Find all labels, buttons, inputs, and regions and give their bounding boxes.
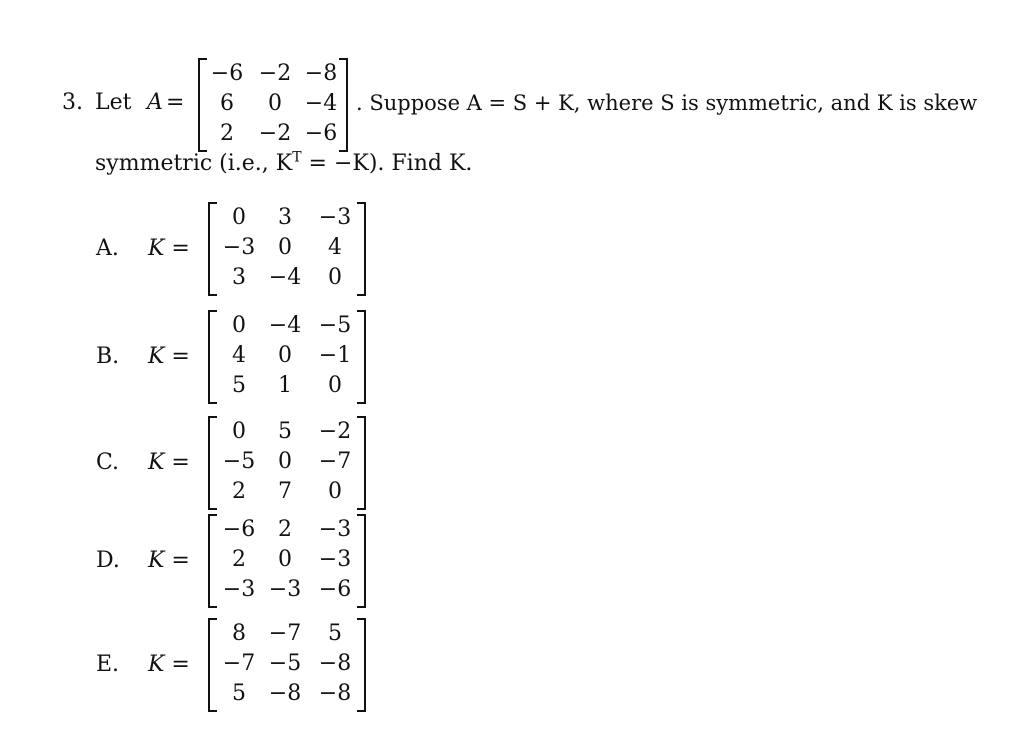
matrix-cell: −3: [222, 577, 256, 602]
problem-let: Let: [95, 90, 132, 115]
matrix-cell: 2: [232, 547, 246, 572]
matrix-cell: −3: [318, 547, 352, 572]
matrix-cell: 2: [220, 121, 234, 146]
matrix-cell: 0: [278, 343, 292, 368]
matrix-cell: 5: [232, 681, 246, 706]
problem-line2-rest: = −K). Find K.: [301, 151, 473, 176]
matrix-cell: −2: [258, 61, 292, 86]
option-matrix: [208, 202, 366, 296]
matrix-cell: −3: [222, 235, 256, 260]
matrix-cell: 0: [232, 205, 246, 230]
option-lhs: K =: [148, 450, 190, 475]
matrix-cell: −5: [222, 449, 256, 474]
matrix-cell: −8: [304, 61, 338, 86]
transpose-superscript: T: [292, 149, 302, 166]
matrix-cell: 4: [328, 235, 342, 260]
option-matrix: [208, 514, 366, 608]
option-label[interactable]: E.: [96, 652, 120, 677]
matrix-cell: 3: [232, 265, 246, 290]
option-matrix: [208, 416, 366, 510]
matrix-cell: −1: [318, 343, 352, 368]
option-lhs: K =: [148, 344, 190, 369]
matrix-cell: 8: [232, 621, 246, 646]
matrix-cell: −5: [268, 651, 302, 676]
matrix-cell: 3: [278, 205, 292, 230]
matrix-cell: −6: [304, 121, 338, 146]
matrix-cell: −8: [318, 681, 352, 706]
option-lhs: K =: [148, 652, 190, 677]
matrix-cell: 5: [328, 621, 342, 646]
matrix-cell: −7: [318, 449, 352, 474]
matrix-cell: 0: [328, 479, 342, 504]
matrix-cell: −8: [268, 681, 302, 706]
matrix-cell: 0: [278, 235, 292, 260]
matrix-cell: −6: [318, 577, 352, 602]
matrix-cell: 0: [328, 373, 342, 398]
matrix-cell: 5: [232, 373, 246, 398]
matrix-cell: −3: [268, 577, 302, 602]
matrix-cell: 4: [232, 343, 246, 368]
problem-line1-after: . Suppose A = S + K, where S is symmetric, and K is skew: [356, 91, 978, 115]
problem-line2: [95, 151, 472, 177]
matrix-cell: −2: [258, 121, 292, 146]
matrix-cell: −6: [210, 61, 244, 86]
matrix-a-name: A: [147, 90, 163, 115]
problem-number: 3.: [62, 90, 83, 115]
option-matrix: [208, 310, 366, 404]
matrix-cell: 0: [232, 419, 246, 444]
option-label[interactable]: D.: [96, 548, 120, 573]
option-matrix: [208, 618, 366, 712]
matrix-cell: −7: [222, 651, 256, 676]
matrix-a: [198, 58, 348, 152]
matrix-cell: 2: [278, 517, 292, 542]
matrix-cell: −4: [268, 313, 302, 338]
matrix-cell: 0: [232, 313, 246, 338]
option-lhs: K =: [148, 236, 190, 261]
matrix-cell: −7: [268, 621, 302, 646]
matrix-cell: 0: [278, 547, 292, 572]
matrix-cell: −8: [318, 651, 352, 676]
matrix-cell: 6: [220, 91, 234, 116]
option-label[interactable]: C.: [96, 450, 120, 475]
matrix-cell: −2: [318, 419, 352, 444]
matrix-cell: 0: [328, 265, 342, 290]
option-label[interactable]: A.: [96, 236, 119, 261]
problem-line2-start: symmetric (i.e., K: [95, 151, 293, 176]
option-lhs: K =: [148, 548, 190, 573]
matrix-cell: 7: [278, 479, 292, 504]
matrix-cell: 2: [232, 479, 246, 504]
matrix-cell: 5: [278, 419, 292, 444]
matrix-cell: −3: [318, 205, 352, 230]
option-label[interactable]: B.: [96, 344, 120, 369]
matrix-cell: 0: [268, 91, 282, 116]
matrix-cell: 1: [278, 373, 292, 398]
matrix-cell: −3: [318, 517, 352, 542]
matrix-cell: −4: [268, 265, 302, 290]
matrix-a-equals: =: [166, 90, 185, 115]
matrix-cell: −5: [318, 313, 352, 338]
matrix-cell: −4: [304, 91, 338, 116]
matrix-cell: 0: [278, 449, 292, 474]
matrix-cell: −6: [222, 517, 256, 542]
